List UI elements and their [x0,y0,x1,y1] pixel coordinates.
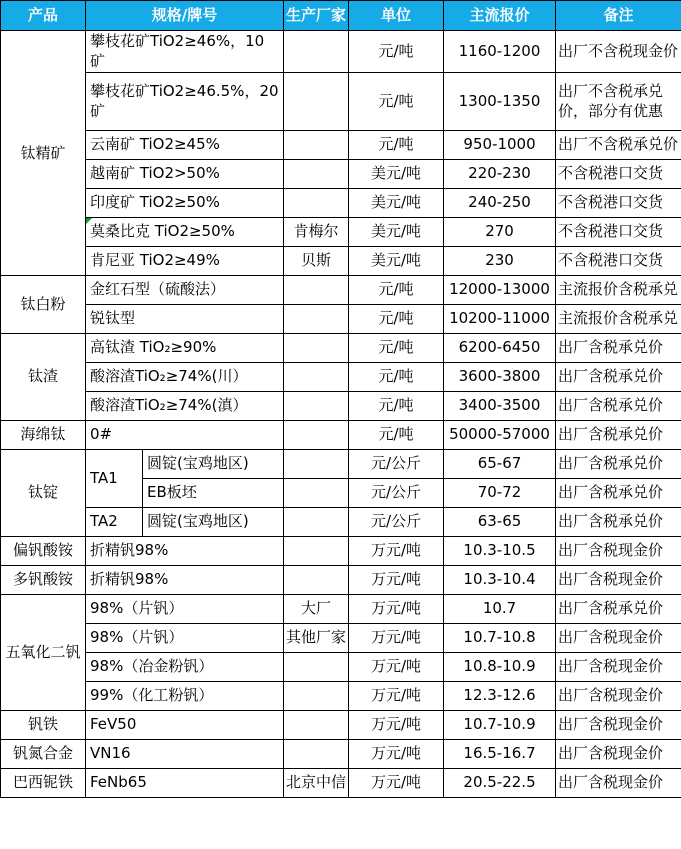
cell-spec: 折精钒98% [86,565,284,594]
cell-manufacturer: 北京中信 [284,768,349,797]
header-price: 主流报价 [444,1,556,31]
table-row [1,130,681,159]
cell-unit: 元/公斤 [349,478,444,507]
cell-form: EB板坯 [143,478,284,507]
header-spec: 规格/牌号 [86,1,284,31]
cell-price: 63-65 [444,507,556,536]
cell-manufacturer [284,710,349,739]
cell-note: 不含税港口交货 [556,188,681,217]
table-row [1,391,681,420]
cell-form: 圆锭(宝鸡地区) [143,449,284,478]
table-row [1,362,681,391]
cell-spec: 肯尼亚 TiO2≥49% [86,246,284,275]
cell-price: 1300-1350 [444,72,556,130]
cell-note: 出厂含税承兑价 [556,362,681,391]
cell-note: 出厂含税承兑价 [556,333,681,362]
cell-price: 240-250 [444,188,556,217]
cell-unit: 美元/吨 [349,246,444,275]
cell-manufacturer [284,507,349,536]
cell-spec: 锐钛型 [86,304,284,333]
cell-unit: 元/吨 [349,362,444,391]
cell-spec-text: 莫桑比克 TiO2≥50% [90,222,235,241]
cell-form: 圆锭(宝鸡地区) [143,507,284,536]
cell-price: 12.3-12.6 [444,681,556,710]
table-row [1,246,681,275]
cell-product-group: 多钒酸铵 [1,565,86,594]
cell-price: 1160-1200 [444,31,556,73]
table-row [1,72,681,130]
cell-product-group: 钒铁 [1,710,86,739]
cell-product-group: 偏钒酸铵 [1,536,86,565]
cell-note: 出厂含税现金价 [556,768,681,797]
cell-manufacturer [284,304,349,333]
cell-price: 65-67 [444,449,556,478]
cell-unit: 元/吨 [349,130,444,159]
cell-manufacturer [284,536,349,565]
cell-note: 主流报价含税承兑 [556,304,681,333]
table-row [1,449,681,478]
cell-manufacturer [284,275,349,304]
cell-spec: 云南矿 TiO2≥45% [86,130,284,159]
header-note: 备注 [556,1,681,31]
cell-note: 出厂含税现金价 [556,681,681,710]
cell-unit: 万元/吨 [349,623,444,652]
cell-note: 主流报价含税承兑 [556,275,681,304]
cell-manufacturer: 大厂 [284,594,349,623]
cell-price: 50000-57000 [444,420,556,449]
cell-unit: 万元/吨 [349,536,444,565]
table-row [1,420,681,449]
cell-note: 出厂含税现金价 [556,652,681,681]
cell-unit: 万元/吨 [349,594,444,623]
cell-price: 10.3-10.5 [444,536,556,565]
cell-spec: 攀枝花矿TiO2≥46.5%，20矿 [86,72,284,130]
table-row [1,739,681,768]
cell-manufacturer [284,159,349,188]
cell-note: 出厂不含税承兑价，部分有优惠 [556,72,681,130]
cell-product-group: 钛白粉 [1,275,86,333]
header-unit: 单位 [349,1,444,31]
table-row [1,681,681,710]
table-row [1,536,681,565]
cell-manufacturer [284,362,349,391]
cell-note: 出厂含税承兑价 [556,420,681,449]
cell-product-group: 五氧化二钒 [1,594,86,710]
cell-product-group: 钛精矿 [1,31,86,276]
table-row [1,304,681,333]
cell-price: 10.8-10.9 [444,652,556,681]
cell-spec: 越南矿 TiO2>50% [86,159,284,188]
cell-manufacturer [284,130,349,159]
cell-spec: FeNb65 [86,768,284,797]
cell-manufacturer [284,739,349,768]
cell-price: 10.3-10.4 [444,565,556,594]
cell-price: 10.7-10.9 [444,710,556,739]
cell-manufacturer [284,449,349,478]
cell-note: 出厂含税承兑价 [556,594,681,623]
cell-product-group: 钒氮合金 [1,739,86,768]
cell-note: 不含税港口交货 [556,159,681,188]
cell-spec: 99%（化工粉钒） [86,681,284,710]
cell-manufacturer [284,478,349,507]
header-manufacturer: 生产厂家 [284,1,349,31]
cell-price: 230 [444,246,556,275]
table-row [1,275,681,304]
table-row [1,623,681,652]
cell-spec: 酸溶渣TiO₂≥74%(滇） [86,391,284,420]
cell-price: 12000-13000 [444,275,556,304]
cell-unit: 元/吨 [349,275,444,304]
cell-spec: VN16 [86,739,284,768]
cell-price: 70-72 [444,478,556,507]
cell-price: 10.7-10.8 [444,623,556,652]
cell-note: 不含税港口交货 [556,246,681,275]
cell-unit: 万元/吨 [349,739,444,768]
cell-price: 950-1000 [444,130,556,159]
cell-price: 220-230 [444,159,556,188]
cell-product-group: 海绵钛 [1,420,86,449]
cell-product-group: 钛渣 [1,333,86,420]
cell-manufacturer [284,333,349,362]
cell-unit: 万元/吨 [349,565,444,594]
cell-spec: 折精钒98% [86,536,284,565]
cell-spec: 0# [86,420,284,449]
cell-spec: 酸溶渣TiO₂≥74%(川） [86,362,284,391]
cell-price: 10.7 [444,594,556,623]
cell-note: 出厂不含税现金价 [556,31,681,73]
cell-note: 出厂含税承兑价 [556,507,681,536]
cell-spec: FeV50 [86,710,284,739]
cell-note: 出厂含税承兑价 [556,449,681,478]
cell-price: 10200-11000 [444,304,556,333]
cell-unit: 元/吨 [349,420,444,449]
cell-unit: 万元/吨 [349,681,444,710]
cell-manufacturer [284,565,349,594]
cell-spec [86,217,284,246]
cell-unit: 元/公斤 [349,449,444,478]
cell-note: 不含税港口交货 [556,217,681,246]
table-row [1,652,681,681]
cell-price: 20.5-22.5 [444,768,556,797]
cell-unit: 元/吨 [349,72,444,130]
table-row [1,768,681,797]
cell-manufacturer [284,188,349,217]
cell-product-group: 钛锭 [1,449,86,536]
cell-grade: TA1 [86,449,143,507]
cell-note: 出厂含税承兑价 [556,478,681,507]
cell-spec: 98%（片钒） [86,623,284,652]
table-row [1,333,681,362]
cell-note: 出厂含税承兑价 [556,391,681,420]
header-row [1,1,681,31]
cell-unit: 元/吨 [349,31,444,73]
cell-manufacturer: 肯梅尔 [284,217,349,246]
cell-note: 出厂不含税承兑价 [556,130,681,159]
cell-unit: 万元/吨 [349,652,444,681]
cell-manufacturer: 贝斯 [284,246,349,275]
cell-price: 6200-6450 [444,333,556,362]
cell-spec: 金红石型（硫酸法） [86,275,284,304]
cell-note: 出厂含税现金价 [556,623,681,652]
cell-unit: 万元/吨 [349,768,444,797]
cell-note: 出厂含税现金价 [556,536,681,565]
cell-note: 出厂含税现金价 [556,739,681,768]
table-row [1,217,681,246]
table-row [1,31,681,73]
cell-manufacturer [284,652,349,681]
cell-spec: 高钛渣 TiO₂≥90% [86,333,284,362]
cell-price: 3400-3500 [444,391,556,420]
cell-price: 3600-3800 [444,362,556,391]
table-row [1,507,681,536]
cell-unit: 美元/吨 [349,159,444,188]
cell-unit: 元/吨 [349,304,444,333]
cell-manufacturer [284,391,349,420]
table-row [1,565,681,594]
table-row [1,159,681,188]
cell-unit: 美元/吨 [349,217,444,246]
cell-manufacturer [284,72,349,130]
table-row [1,710,681,739]
cell-note: 出厂含税现金价 [556,565,681,594]
cell-spec: 98%（冶金粉钒） [86,652,284,681]
cell-manufacturer [284,681,349,710]
table-row [1,594,681,623]
cell-manufacturer: 其他厂家 [284,623,349,652]
cell-spec: 攀枝花矿TiO2≥46%，10矿 [86,31,284,73]
cell-unit: 美元/吨 [349,188,444,217]
cell-note: 出厂含税现金价 [556,710,681,739]
comment-marker-icon [86,218,92,224]
cell-product-group: 巴西铌铁 [1,768,86,797]
cell-unit: 万元/吨 [349,710,444,739]
cell-spec: 印度矿 TiO2≥50% [86,188,284,217]
cell-manufacturer [284,31,349,73]
cell-price: 16.5-16.7 [444,739,556,768]
cell-unit: 元/公斤 [349,507,444,536]
cell-unit: 元/吨 [349,333,444,362]
cell-manufacturer [284,420,349,449]
cell-grade: TA2 [86,507,143,536]
table-row [1,188,681,217]
cell-price: 270 [444,217,556,246]
cell-unit: 元/吨 [349,391,444,420]
cell-spec: 98%（片钒） [86,594,284,623]
header-product: 产品 [1,1,86,31]
